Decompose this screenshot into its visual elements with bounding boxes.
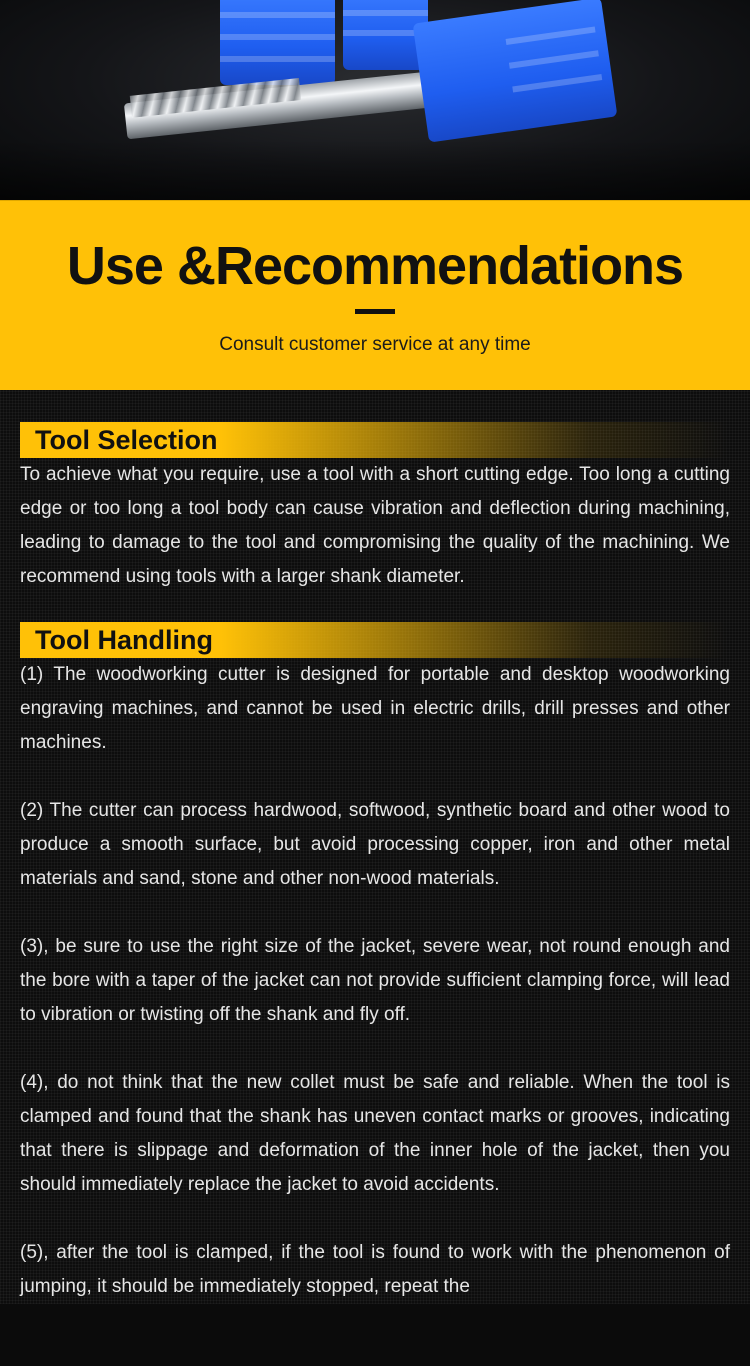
section-paragraph: (2) The cutter can process hardwood, softwood, synthetic board and other wood to produce a smooth surface, but avoid processing copper, iron and other metal materials and sand, stone and other non-wood materials. bbox=[20, 800, 730, 889]
section-paragraph: (3), be sure to use the right size of the jacket, severe wear, not round enough and the bore with a taper of the jacket can not provide sufficient clamping force, will lead to vibration or twisting off the shank and fly off. bbox=[20, 936, 730, 1025]
section-heading-label: Tool Handling bbox=[35, 624, 213, 655]
product-photo bbox=[0, 0, 750, 200]
banner-title: Use &Recommendations bbox=[66, 236, 684, 296]
section-paragraph: To achieve what you require, use a tool with a short cutting edge. Too long a cutting edge or too long a tool body can cause vibration and deflection during machining, leading to damage to the tool and compromising the quality of the machining. We recommend using tools with a larger shank diameter. bbox=[20, 464, 730, 587]
title-underline bbox=[355, 309, 395, 314]
blue-cap-left bbox=[220, 0, 335, 85]
blue-cap-front bbox=[413, 0, 618, 143]
section-tool-selection bbox=[20, 422, 730, 594]
banner-subtitle: Consult customer service at any time bbox=[219, 334, 531, 355]
section-paragraph: (1) The woodworking cutter is designed for portable and desktop woodworking engraving machines, and cannot be used in electric drills, drill presses and other machines. bbox=[20, 664, 730, 753]
section-paragraph: (4), do not think that the new collet must be safe and reliable. When the tool is clamped and found that the shank has uneven contact marks or grooves, indicating that there is slippage and deformation of the inner hole of the jacket, then you should immediately replace the jacket to avoid accidents. bbox=[20, 1072, 730, 1195]
section-heading-label: Tool Selection bbox=[35, 424, 218, 455]
recommendations-banner bbox=[0, 200, 750, 390]
section-paragraph: (5), after the tool is clamped, if the tool is found to work with the phenomenon of jumping, it should be immediately stopped, repeat the bbox=[20, 1242, 730, 1297]
section-tool-handling bbox=[20, 622, 730, 1304]
section-heading bbox=[20, 622, 730, 658]
content-area bbox=[0, 390, 750, 1304]
section-heading bbox=[20, 422, 730, 458]
